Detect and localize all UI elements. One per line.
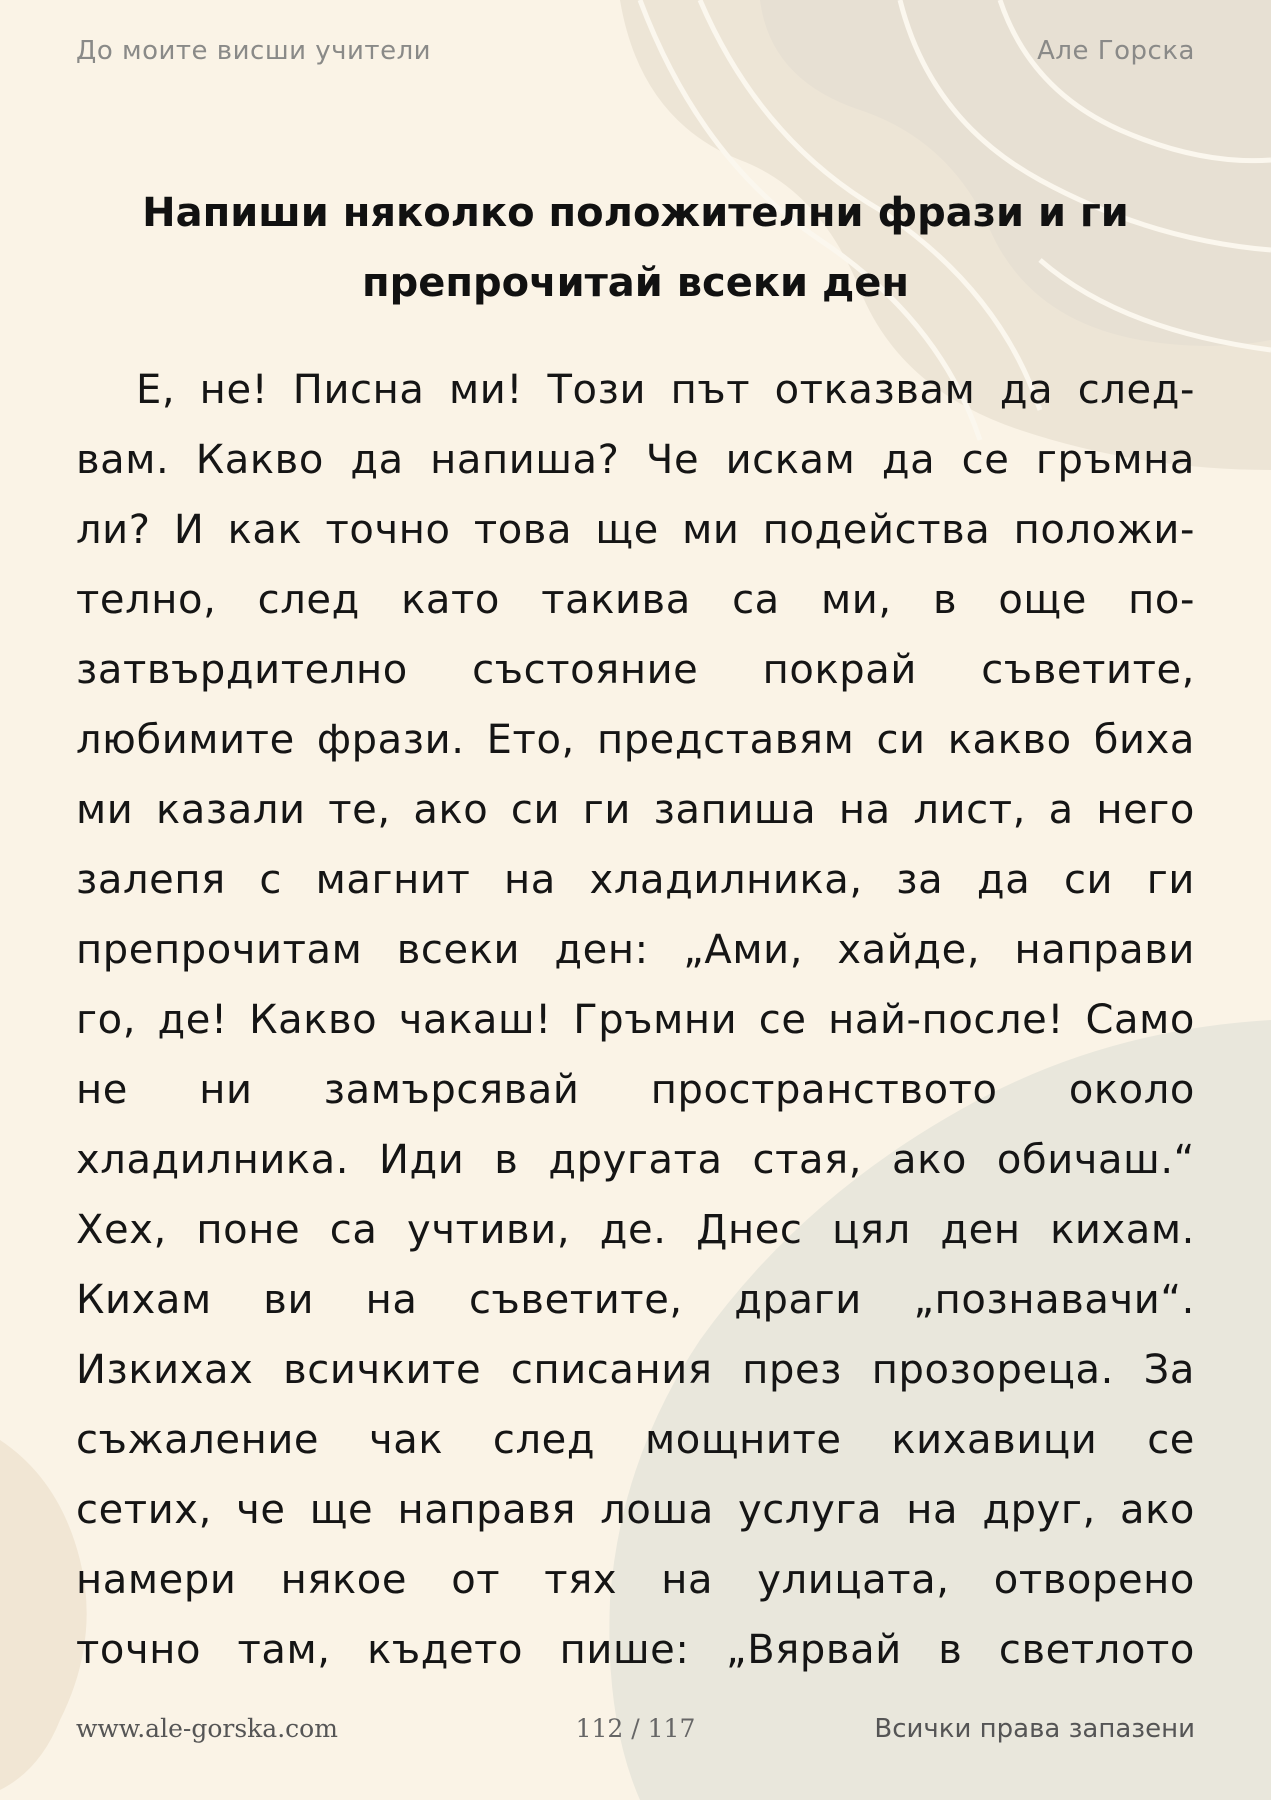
header-author: Але Горска — [1037, 36, 1195, 66]
body-paragraph — [76, 355, 1195, 1685]
text-line: ми казали те, ако си ги запиша на лист, а него — [76, 787, 1195, 833]
text-line: Изкихах всичките списания през прозореца. За — [76, 1347, 1195, 1393]
text-line: затвърдително състояние покрай съветите, — [76, 647, 1195, 693]
text-line: Хех, поне са учтиви, де. Днес цял ден кихам. — [76, 1207, 1195, 1253]
text-line: хладилника. Иди в другата стая, ако обичаш.“ — [76, 1137, 1195, 1183]
text-line: телно, след като такива са ми, в още по- — [76, 577, 1195, 623]
page-number: 112 / 117 — [575, 1714, 696, 1743]
text-line: Е, не! Писна ми! Този път отказвам да след- — [136, 367, 1195, 413]
text-line: намери някое от тях на улицата, отворено — [76, 1557, 1195, 1603]
text-line: залепя с магнит на хладилника, за да си ги — [76, 857, 1195, 903]
text-line: Кихам ви на съветите, драги „познавачи“. — [76, 1277, 1195, 1323]
header-book-title: До моите висши учители — [76, 36, 432, 66]
text-line: го, де! Какво чакаш! Гръмни се най-после! Само — [76, 997, 1195, 1043]
text-line: препрочитам всеки ден: „Ами, хайде, направи — [76, 927, 1195, 973]
text-line: ли? И как точно това ще ми подейства положи- — [76, 507, 1195, 553]
text-line: точно там, където пише: „Вярвай в светлото — [76, 1627, 1195, 1673]
website-link[interactable]: www.ale-gorska.com — [76, 1714, 338, 1743]
text-line: любимите фрази. Ето, представям си какво биха — [76, 717, 1195, 763]
chapter-title-line-1: Напиши няколко положителни фрази и ги — [142, 190, 1129, 236]
text-line: не ни замърсявай пространството около — [76, 1067, 1195, 1113]
text-line: вам. Какво да напиша? Че искам да се гръмна — [76, 437, 1195, 483]
text-line: съжаление чак след мощните кихавици се — [76, 1417, 1195, 1463]
chapter-title-line-2: препрочитай всеки ден — [361, 260, 910, 306]
copyright-notice: Всички права запазени — [874, 1714, 1195, 1744]
chapter-title — [76, 178, 1195, 318]
text-line: сетих, че ще направя лоша услуга на друг, ако — [76, 1487, 1195, 1533]
